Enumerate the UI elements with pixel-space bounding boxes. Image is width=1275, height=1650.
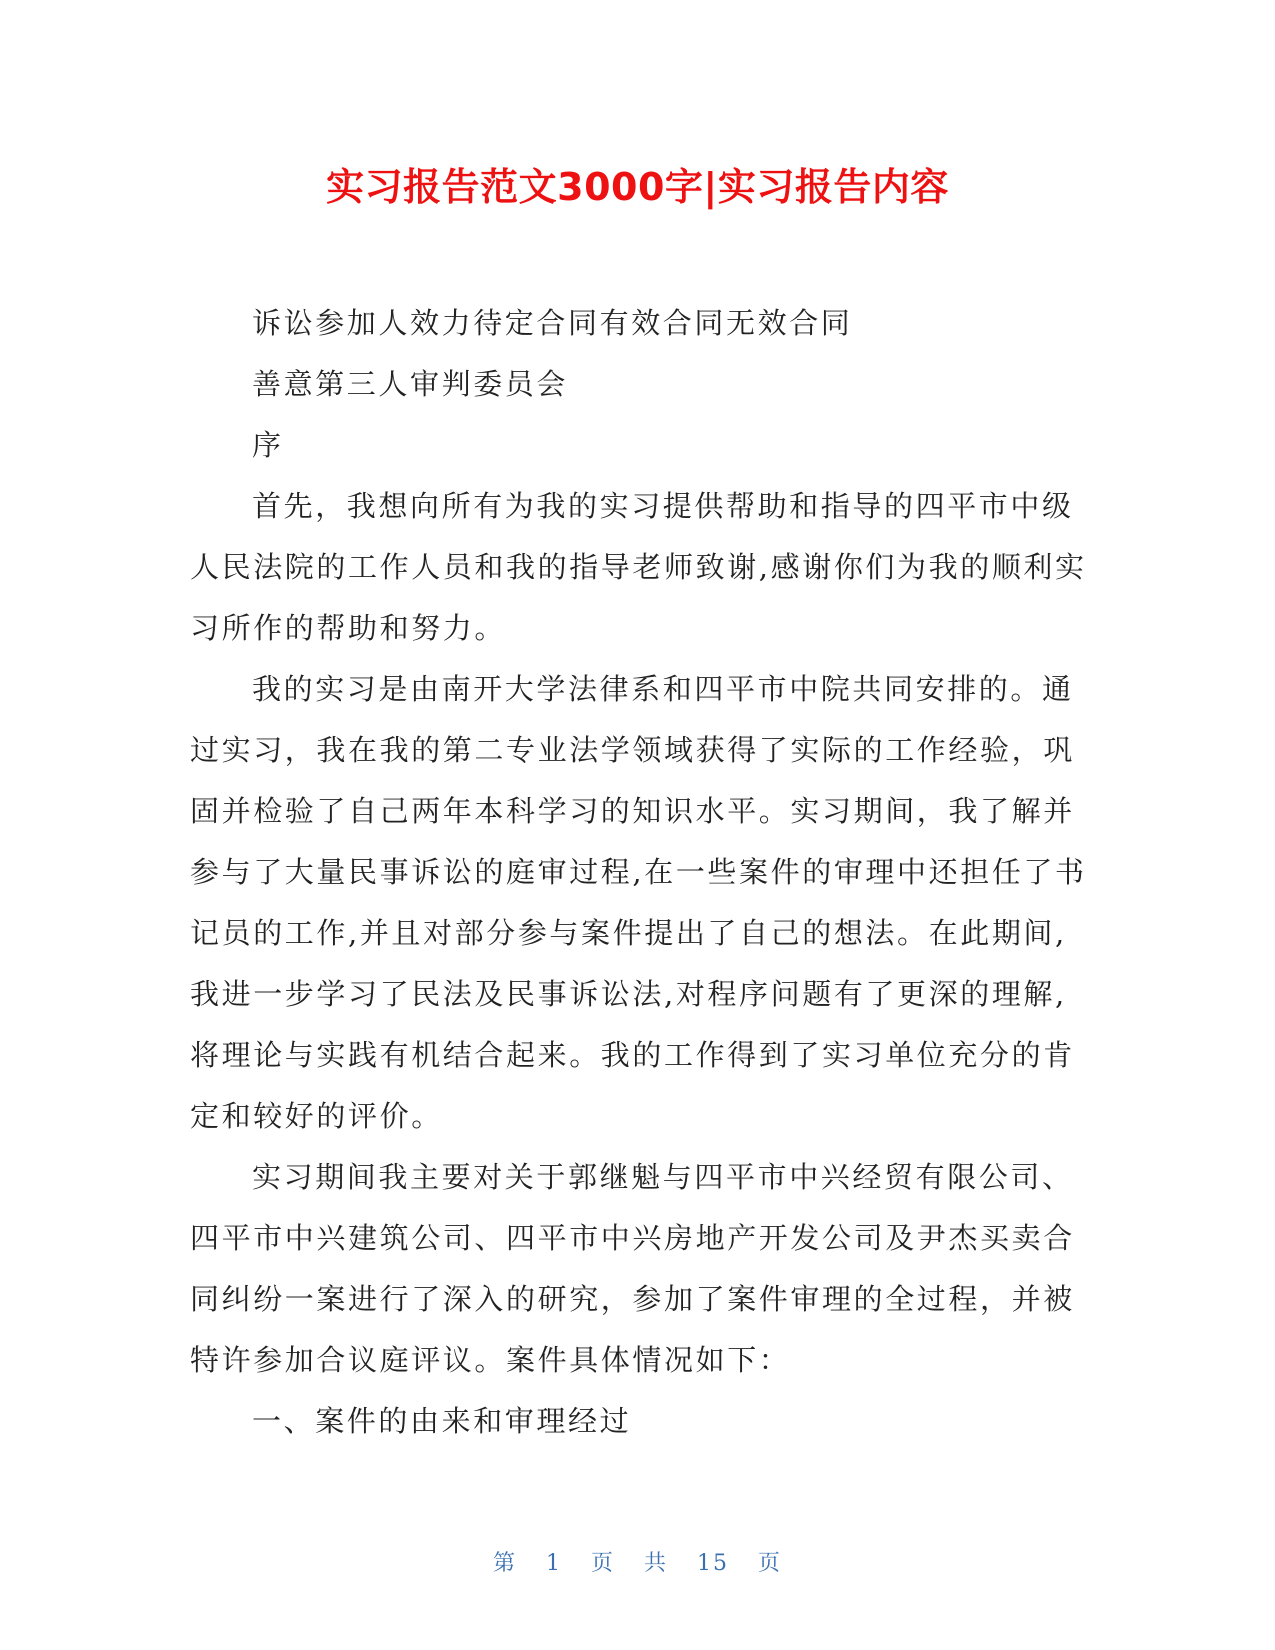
paragraph-line: 过实习，我在我的第二专业法学领域获得了实际的工作经验，巩 [190,733,1075,767]
paragraph-line: 特许参加合议庭评议。案件具体情况如下： [190,1343,791,1377]
paragraph-acknowledgement [190,476,1087,659]
footer-total-label: 共 [644,1551,669,1576]
preface-heading: 序 [252,428,284,462]
paragraph-line: 人民法院的工作人员和我的指导老师致谢,感谢你们为我的顺利实 [190,550,1087,584]
footer-suffix: 页 [758,1551,783,1576]
paragraph-line: 固并检验了自己两年本科学习的知识水平。实习期间，我了解并 [190,794,1075,828]
paragraph-line: 定和较好的评价。 [190,1099,443,1133]
footer-page-number: 1 [545,1551,562,1576]
footer-prefix: 第 [492,1551,517,1576]
footer-total-pages: 15 [697,1551,730,1576]
paragraph-line: 参与了大量民事诉讼的庭审过程,在一些案件的审理中还担任了书 [190,855,1087,889]
paragraph-line: 习所作的帮助和努力。 [190,611,507,645]
keywords-line: 诉讼参加人效力待定合同有效合同无效合同 [252,306,853,340]
paragraph-line: 首先，我想向所有为我的实习提供帮助和指导的四平市中级 [252,489,1074,523]
paragraph-internship-overview [190,659,1087,1147]
paragraph-line: 实习期间我主要对关于郭继魁与四平市中兴经贸有限公司、 [252,1160,1074,1194]
document-title: 实习报告范文3000字|实习报告内容 [326,165,949,209]
paragraph-case-intro [190,1147,1075,1391]
keywords-line: 善意第三人审判委员会 [252,367,569,401]
paragraph-line: 我进一步学习了民法及民事诉讼法,对程序问题有了更深的理解, [190,977,1067,1011]
footer-mid: 页 [590,1551,615,1576]
page-footer [0,1546,1275,1577]
section-heading: 一、案件的由来和审理经过 [252,1404,632,1438]
paragraph-line: 同纠纷一案进行了深入的研究，参加了案件审理的全过程，并被 [190,1282,1075,1316]
paragraph-line: 我的实习是由南开大学法律系和四平市中院共同安排的。通 [252,672,1074,706]
paragraph-line: 将理论与实践有机结合起来。我的工作得到了实习单位充分的肯 [190,1038,1075,1072]
paragraph-line: 四平市中兴建筑公司、四平市中兴房地产开发公司及尹杰买卖合 [190,1221,1075,1255]
document-body [190,293,1087,1452]
paragraph-line: 记员的工作,并且对部分参与案件提出了自己的想法。在此期间, [190,916,1067,950]
